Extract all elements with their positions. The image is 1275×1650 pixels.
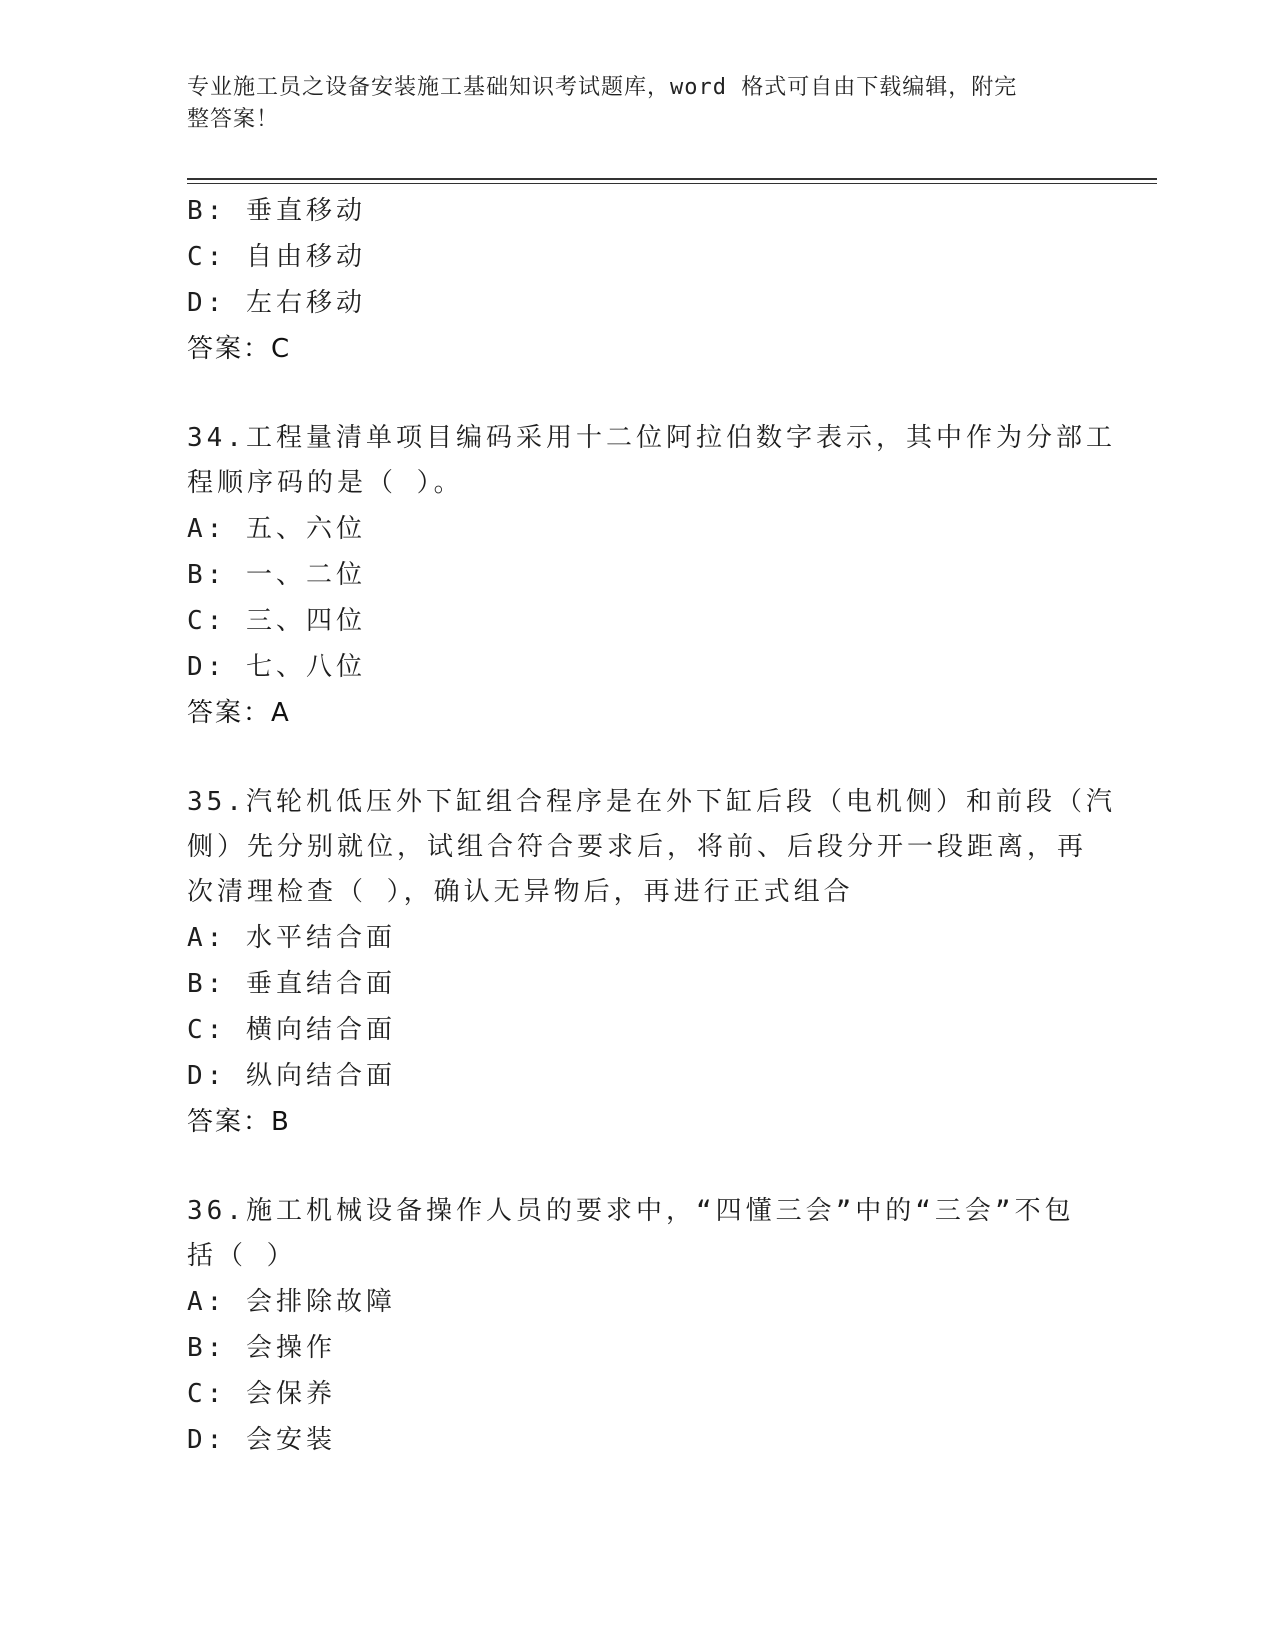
question-33-tail [187,188,1157,372]
option-b: B: 垂直结合面 [187,969,396,999]
option-d: D: 左右移动 [187,288,366,318]
spacer [187,736,1157,780]
answer-line: 答案：B [187,1107,291,1137]
header-line-2: 整答案！ [187,107,280,132]
answer-line: 答案：A [187,698,291,728]
question-text-line: 36.施工机械设备操作人员的要求中，“四懂三会”中的“三会”不包 [187,1196,1075,1226]
question-36 [187,1189,1157,1463]
document-header [187,72,1087,136]
question-34 [187,416,1157,736]
option-c: C: 三、四位 [187,606,366,636]
option-d: D: 纵向结合面 [187,1061,396,1091]
question-text-line: 34.工程量清单项目编码采用十二位阿拉伯数字表示，其中作为分部工 [187,423,1116,453]
question-text-line: 括（ ） [187,1241,297,1271]
question-text-line: 35.汽轮机低压外下缸组合程序是在外下缸后段（电机侧）和前段（汽 [187,787,1116,817]
spacer [187,1145,1157,1189]
answer-line: 答案：C [187,334,292,364]
question-35 [187,780,1157,1145]
option-b: B: 一、二位 [187,560,366,590]
header-divider-thick [187,178,1157,180]
option-d: D: 会安装 [187,1425,336,1455]
option-a: A: 五、六位 [187,514,366,544]
header-divider-thin [187,183,1157,184]
question-text-line: 侧）先分别就位，试组合符合要求后，将前、后段分开一段距离，再 [187,832,1088,862]
option-c: C: 会保养 [187,1379,336,1409]
option-d: D: 七、八位 [187,652,366,682]
option-a: A: 会排除故障 [187,1287,396,1317]
spacer [187,372,1157,416]
header-line-1: 专业施工员之设备安装施工基础知识考试题库，word 格式可自由下载编辑，附完 [187,75,1018,100]
option-a: A: 水平结合面 [187,923,396,953]
option-b: B: 垂直移动 [187,196,366,226]
option-b: B: 会操作 [187,1333,336,1363]
option-c: C: 自由移动 [187,242,366,272]
question-list [187,188,1157,1463]
question-text-line: 次清理检查（ ），确认无异物后，再进行正式组合 [187,877,854,907]
question-text-line: 程顺序码的是（ ）。 [187,468,464,498]
option-c: C: 横向结合面 [187,1015,396,1045]
